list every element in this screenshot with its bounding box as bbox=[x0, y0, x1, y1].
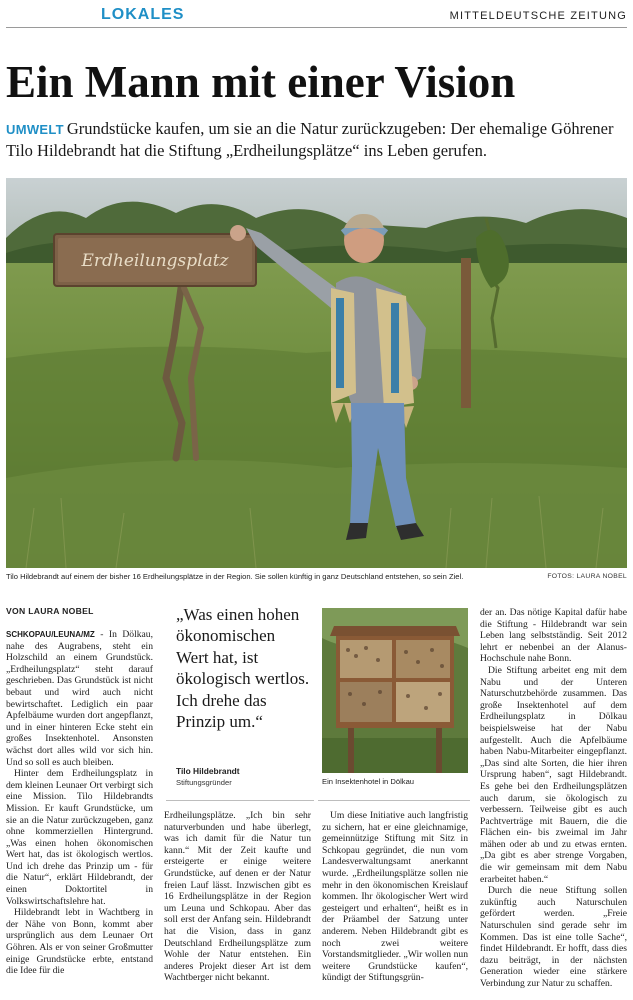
insect-hotel-caption: Ein Insektenhotel in Dölkau bbox=[322, 777, 415, 786]
article-column-2 bbox=[164, 810, 311, 984]
paragraph-text: - In Dölkau, nahe des Augrabens, steht ein Holzschild an einem Grundstück. „Erdheilungsplatz“ steht darauf geschrieben. Das Grundstück ist nicht bebaut und wird auch nicht bewirtschaftet. Lediglich ein paar Apfelbäume wurden dort angepflanzt, und in einer hinteren Ecke steht ein großes Insektenhotel. Ansonsten wächst dort alles wild vor sich hin. Und so soll es auch bleiben. bbox=[6, 629, 153, 768]
paragraph bbox=[6, 629, 153, 768]
paragraph: Um diese Initiative auch langfristig zu sichern, hat er eine gleichnamige, gemeinnützige Stiftung mit Sitz in Schkopau gegründet, die nun vom Landesverwaltungsamt anerkannt wurde. „Erdheilungsplätze sollen nie mehr in den ökonomischen Kreislauf kommen. Ihr ökologischer Wert wird gesteigert und erhalten“, heißt es in der Präambel der Satzung unter anderem. Neben Hildebrandt gibt es noch zwei weitere Vorstandsmitglieder. „Wir wollen nun weitere Grundstücke kaufen“, kündigt der Stiftungsgrün- bbox=[322, 810, 468, 984]
article-column-4 bbox=[480, 607, 627, 990]
headline: Ein Mann mit einer Vision bbox=[6, 57, 516, 107]
paragraph: Die Stiftung arbeitet eng mit dem Nabu und der Unteren Naturschutzbehörde zusammen. Das große Insektenhotel auf dem Erdheilungsplatz in Dölkau beispielsweise hat der Nabu aufgestellt. Auch die Apfelbäume haben Nabu-Mitarbeiter eingepflanzt. „Das sind alte Sorten, die hier ihren Ursprung haben“, sagt Hildebrandt. Es gehe bei den Erdheilungsplätzen auch darum, sie ökologisch zu verbessern. Teilweise gibt es auch Pachtverträge mit Bauern, die die Flächen ein- bis zweimal im Jahr mähen oder ab und zu etwas ernten. „Da gibt es aber strenge Vorgaben, die wir gemeinsam mit dem Nabu erarbeitet haben.“ bbox=[480, 664, 627, 885]
section-name: LOKALES bbox=[101, 6, 185, 23]
insect-hotel-photo bbox=[322, 608, 468, 773]
quote-author: Tilo Hildebrandt bbox=[176, 766, 240, 776]
paragraph: Erdheilungsplätze. „Ich bin sehr naturverbunden und habe überlegt, was ich damit für die Natur tun kann.“ Mit der Zeit kaufte und ersteigerte er einige weitere Grundstücke, auf denen er der Natur freien Lauf lässt. Inzwischen gibt es 16 Erdheilungsplätze in der Region um Leuna und Schkopau. Aber das soll erst der Anfang sein. Hildebrandt hat die Vision, dass in ganz Deutschland Erdheilungsplätze zum Wohle der Natur entstehen. Ein anderes Projekt dieser Art ist dem Wachtberger nicht bekannt. bbox=[164, 810, 311, 984]
divider bbox=[166, 800, 314, 801]
sign-text: Erdheilungsplatz bbox=[81, 251, 229, 271]
teaser bbox=[6, 118, 627, 161]
paragraph: Durch die neue Stiftung sollen zukünftig auch Naturschulen gefördert werden. „Freie Naturschulen sind gerade sehr im Kommen. Das ist eine tolle Sache“, findet Hildebrandt. Er hofft, dass dies dazu beiträgt, in der nächsten Generation wieder eine stärkere Verbindung zur Natur zu schaffen. bbox=[480, 885, 627, 989]
byline: VON LAURA NOBEL bbox=[6, 606, 94, 616]
article-column-1 bbox=[6, 629, 153, 977]
paragraph: der an. Das nötige Kapital dafür habe die Stiftung - Hildebrandt war sein Leben lang selbstständig. Seit 2012 lehrt er nebenbei an der Alanus-Hochschule nahe Bonn. bbox=[480, 607, 627, 665]
main-photo bbox=[6, 178, 627, 568]
main-photo-illustration bbox=[6, 178, 627, 568]
paragraph: Hildebrandt lebt in Wachtberg in der Nähe von Bonn, kommt aber ursprünglich aus dem Leunaer Ort Göhren. Als er von seiner Großmutter einige Grundstücke erbte, entstand die Idee für die bbox=[6, 907, 153, 977]
divider bbox=[318, 800, 470, 801]
teaser-text: Grundstücke kaufen, um sie an die Natur zurückzugeben: Der ehemalige Göhrener Tilo Hildebrandt hat die Stiftung „Erdheilungsplätze“ ins Leben gerufen. bbox=[6, 119, 614, 160]
paragraph: Hinter dem Erdheilungsplatz in dem kleinen Leunaer Ort verbirgt sich eine Mission. Tilo Hildebrandts Mission. Er kauft Grundstücke, um sie an die Natur zurückzugeben, ganz ohne kommerziellen Hintergrund. „Was einen hohen ökonomischen Wert hat, das ist ökologisch wertlos. Und ich drehe das Prinzip um - für die Natur“, erklärt Hildebrandt, der einen Doktortitel in Volkswirtschaftslehre hat. bbox=[6, 768, 153, 907]
dateline: SCHKOPAU/LEUNA/MZ bbox=[6, 630, 95, 639]
photo-caption: Tilo Hildebrandt auf einem der bisher 16 Erdheilungsplätze in der Region. Sie sollen künftig in ganz Deutschland entstehen, so sein Ziel. bbox=[6, 572, 464, 581]
photo-credit: FOTOS: LAURA NOBEL bbox=[547, 573, 627, 580]
newspaper-name: MITTELDEUTSCHE ZEITUNG bbox=[449, 10, 627, 22]
pull-quote: „Was einen hohen ökonomischen Wert hat, ist ökologisch wertlos. Ich drehe das Prinzip um.“ bbox=[176, 605, 310, 732]
kicker: UMWELT bbox=[6, 122, 64, 137]
masthead bbox=[6, 4, 627, 28]
quote-role: Stiftungsgründer bbox=[176, 778, 232, 787]
article-column-3 bbox=[322, 810, 468, 984]
insect-hotel-illustration bbox=[322, 608, 468, 773]
